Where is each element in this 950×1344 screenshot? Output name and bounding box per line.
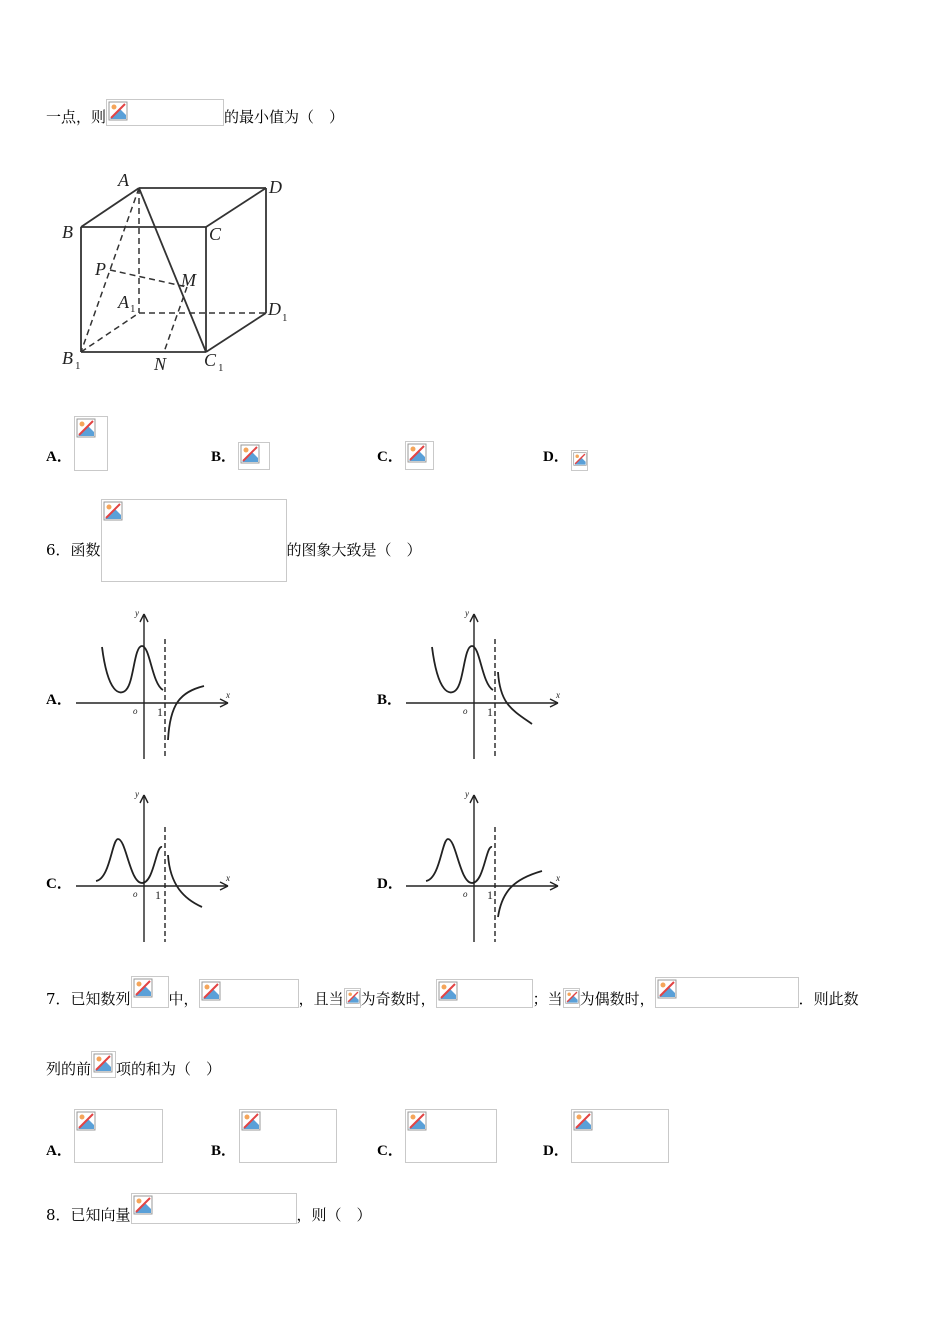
q6-option-a[interactable]: A． bbox=[46, 692, 72, 708]
label-d1-sub: 1 bbox=[282, 312, 288, 324]
origin-label: o bbox=[133, 889, 138, 899]
q7-stem-line1 bbox=[46, 976, 859, 1008]
one-label: 1 bbox=[155, 888, 161, 902]
q7-option-b-image bbox=[239, 1109, 337, 1163]
q7-number: 7．已知数列 bbox=[46, 990, 131, 1008]
q7-text1: 中， bbox=[168, 990, 199, 1008]
q5-stem bbox=[46, 99, 344, 126]
label-a1-sub: 1 bbox=[130, 303, 136, 315]
curve-left bbox=[96, 839, 162, 883]
label-m: M bbox=[181, 270, 196, 290]
q6-suffix: 的图象大致是（ ） bbox=[286, 541, 422, 559]
broken-image-icon bbox=[573, 1111, 593, 1131]
broken-image-icon bbox=[241, 1111, 261, 1131]
label-d1: D bbox=[268, 299, 281, 319]
broken-image-icon bbox=[76, 1111, 96, 1131]
y-label: y bbox=[465, 789, 469, 799]
q6-option-b[interactable]: B． bbox=[377, 692, 403, 708]
broken-image-icon bbox=[407, 1111, 427, 1131]
edge-c1d1 bbox=[206, 313, 266, 352]
label-a: A bbox=[118, 170, 129, 190]
broken-image-icon bbox=[133, 978, 153, 998]
x-label: x bbox=[556, 690, 560, 700]
curve-right bbox=[168, 686, 204, 740]
graph-b[interactable] bbox=[400, 604, 570, 764]
label-c1: C bbox=[204, 350, 217, 370]
broken-image-icon bbox=[103, 501, 123, 521]
q7-option-d[interactable]: D． bbox=[543, 1143, 569, 1159]
origin-label: o bbox=[463, 706, 468, 716]
q6-stem bbox=[46, 499, 422, 582]
label-n: N bbox=[154, 354, 167, 374]
q7-text4: ；当 bbox=[532, 990, 563, 1008]
q7-line2-prefix: 列的前 bbox=[46, 1060, 92, 1078]
initial-term-image bbox=[199, 979, 299, 1008]
origin-label: o bbox=[133, 706, 138, 716]
graph-a[interactable] bbox=[70, 604, 240, 764]
q7-text2: ，且当 bbox=[298, 990, 344, 1008]
q5-option-b[interactable]: B． bbox=[211, 449, 237, 465]
q6-number: 6．函数 bbox=[46, 541, 101, 559]
function-formula-image bbox=[101, 499, 287, 582]
graph-d[interactable] bbox=[400, 787, 570, 947]
q7-text3: 为奇数时， bbox=[360, 990, 436, 1008]
q7-text5: 为偶数时， bbox=[579, 990, 655, 1008]
q8-suffix: ，则（ ） bbox=[296, 1206, 372, 1224]
edge-cd bbox=[206, 188, 266, 227]
y-label: y bbox=[135, 608, 139, 618]
broken-image-icon bbox=[657, 979, 677, 999]
q5-option-c[interactable]: C． bbox=[377, 449, 403, 465]
q7-option-d-image bbox=[571, 1109, 669, 1163]
q5-option-a-image bbox=[74, 416, 108, 471]
origin-label: o bbox=[463, 889, 468, 899]
q7-option-a-image bbox=[74, 1109, 163, 1163]
curve-left bbox=[432, 646, 493, 692]
vector-image bbox=[131, 1193, 297, 1224]
label-b: B bbox=[62, 222, 73, 242]
q7-line2-suffix: 项的和为（ ） bbox=[116, 1060, 222, 1078]
x-label: x bbox=[556, 873, 560, 883]
curve-left bbox=[102, 646, 163, 692]
q6-option-c[interactable]: C． bbox=[46, 876, 72, 892]
q6-option-d[interactable]: D． bbox=[377, 876, 403, 892]
edge-ba bbox=[81, 188, 139, 227]
broken-image-icon bbox=[76, 418, 96, 438]
one-label: 1 bbox=[157, 705, 163, 719]
edge-b1a1 bbox=[81, 313, 139, 352]
curve-right bbox=[498, 871, 542, 917]
n-image bbox=[344, 988, 361, 1008]
label-b1-sub: 1 bbox=[75, 360, 81, 372]
q5-option-d[interactable]: D． bbox=[543, 449, 569, 465]
broken-image-icon bbox=[133, 1195, 153, 1215]
broken-image-icon bbox=[108, 101, 128, 121]
broken-image-icon bbox=[438, 981, 458, 1001]
n-image bbox=[563, 988, 580, 1008]
q7-option-c[interactable]: C． bbox=[377, 1143, 403, 1159]
broken-image-icon bbox=[346, 990, 360, 1004]
x-label: x bbox=[226, 690, 230, 700]
q7-option-a[interactable]: A． bbox=[46, 1143, 72, 1159]
broken-image-icon bbox=[573, 452, 587, 466]
one-label: 1 bbox=[487, 705, 493, 719]
y-label: y bbox=[135, 789, 139, 799]
one-label: 1 bbox=[487, 888, 493, 902]
broken-image-icon bbox=[407, 443, 427, 463]
q5-option-d-image bbox=[571, 450, 588, 471]
broken-image-icon bbox=[240, 444, 260, 464]
label-c: C bbox=[209, 224, 222, 244]
y-label: y bbox=[465, 608, 469, 618]
x-label: x bbox=[226, 873, 230, 883]
label-a1: A bbox=[118, 292, 129, 312]
curve-right bbox=[168, 855, 202, 907]
segment-mn bbox=[164, 287, 187, 352]
q5-option-c-image bbox=[405, 441, 434, 470]
q5-suffix: 的最小值为（ ） bbox=[224, 108, 345, 126]
curve-right bbox=[498, 672, 532, 724]
q7-text6: ．则此数 bbox=[798, 990, 859, 1008]
label-p: P bbox=[95, 259, 106, 279]
q8-stem bbox=[46, 1193, 372, 1224]
q5-option-b-image bbox=[238, 442, 270, 470]
sequence-image bbox=[131, 976, 169, 1008]
term-count-image bbox=[91, 1051, 116, 1078]
formula-image bbox=[106, 99, 224, 126]
odd-rule-image bbox=[436, 979, 533, 1008]
cube-figure bbox=[56, 170, 306, 380]
broken-image-icon bbox=[93, 1053, 113, 1073]
q5-prefix: 一点，则 bbox=[46, 108, 107, 126]
curve-left bbox=[426, 839, 492, 883]
q5-option-a[interactable]: A． bbox=[46, 449, 72, 465]
label-c1-sub: 1 bbox=[218, 362, 224, 374]
q7-stem-line2 bbox=[46, 1051, 221, 1078]
q8-number: 8．已知向量 bbox=[46, 1206, 131, 1224]
q7-option-c-image bbox=[405, 1109, 497, 1163]
broken-image-icon bbox=[565, 990, 579, 1004]
graph-c[interactable] bbox=[70, 787, 240, 947]
label-d: D bbox=[269, 177, 282, 197]
label-b1: B bbox=[62, 348, 73, 368]
broken-image-icon bbox=[201, 981, 221, 1001]
even-rule-image bbox=[655, 977, 799, 1008]
q7-option-b[interactable]: B． bbox=[211, 1143, 237, 1159]
